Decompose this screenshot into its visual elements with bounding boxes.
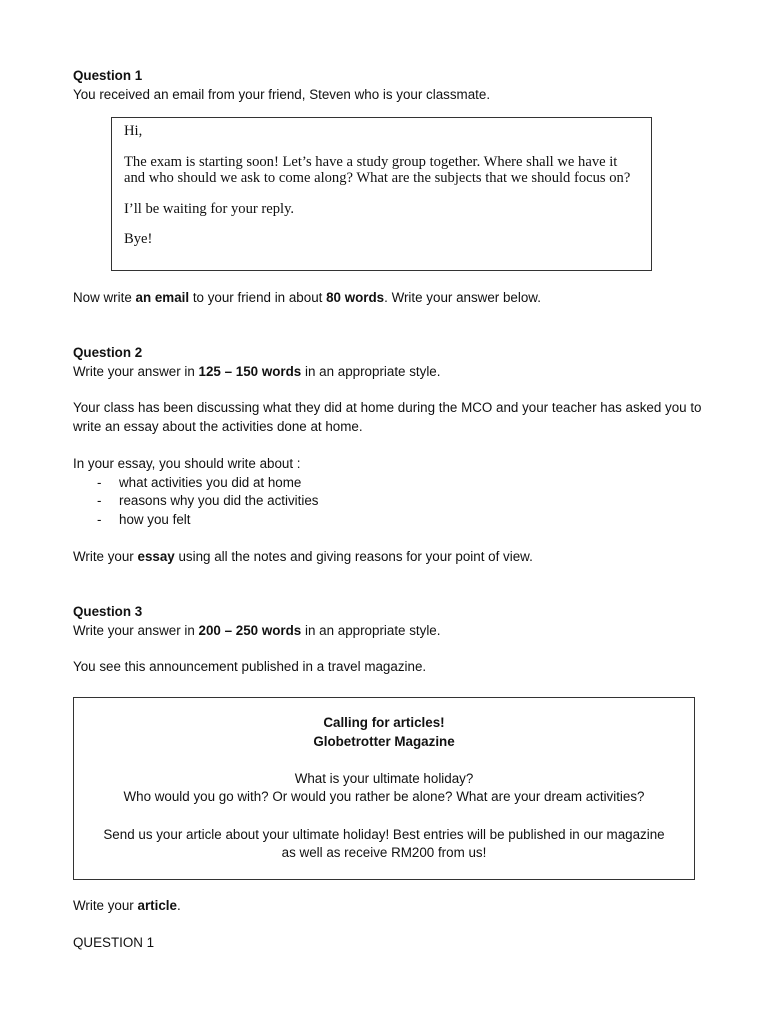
question-2-context bbox=[73, 399, 723, 436]
announcement-box bbox=[73, 697, 695, 880]
task-text: using all the notes and giving reasons for your point of view. bbox=[174, 549, 533, 564]
task-text: Now write bbox=[73, 290, 136, 305]
question-3-section bbox=[73, 603, 713, 640]
instruction-text: in an appropriate style. bbox=[301, 622, 441, 638]
announcement-title: Calling for articles! bbox=[323, 715, 445, 730]
magazine-name: Globetrotter Magazine bbox=[313, 733, 455, 749]
question-1-task bbox=[73, 289, 713, 308]
question-2-task bbox=[73, 548, 713, 567]
email-greeting: Hi, bbox=[124, 123, 143, 139]
question-3-task bbox=[73, 897, 713, 916]
instruction-text: Write your answer in bbox=[73, 622, 199, 638]
list-item: - reasons why you did the activities bbox=[97, 492, 713, 511]
footer-question-label bbox=[73, 934, 713, 953]
notes-list bbox=[73, 474, 713, 530]
instruction-text: in an appropriate style. bbox=[301, 363, 441, 379]
email-box bbox=[111, 117, 652, 271]
question-2-section bbox=[73, 344, 713, 381]
announcement-line: Send us your article about your ultimate holiday! Best entries will be published in our magazine as well as receive RM200 from us! bbox=[103, 826, 665, 861]
question-1-heading: Question 1 bbox=[73, 68, 143, 83]
question-label: QUESTION 1 bbox=[73, 935, 155, 950]
list-item: - what activities you did at home bbox=[97, 474, 713, 493]
instruction-text: Write your answer in bbox=[73, 363, 199, 379]
notes-intro: In your essay, you should write about : bbox=[73, 456, 301, 471]
question-1-header bbox=[73, 67, 713, 104]
question-3-intro bbox=[73, 658, 713, 677]
word-count: 80 words bbox=[326, 290, 385, 305]
question-1-intro: You received an email from your friend, Steven who is your classmate. bbox=[73, 86, 491, 102]
question-3-heading: Question 3 bbox=[73, 604, 143, 619]
task-text: Write your bbox=[73, 898, 138, 913]
task-text: Write your bbox=[73, 549, 138, 564]
announcement-intro: You see this announcement published in a travel magazine. bbox=[73, 659, 427, 674]
task-emphasis: an email bbox=[135, 290, 190, 305]
question-2-notes bbox=[73, 455, 713, 529]
word-count: 125 – 150 words bbox=[198, 363, 302, 379]
question-2-paragraph: Your class has been discussing what they did at home during the MCO and your teacher has asked you to write an essay about the activities done at home. bbox=[73, 400, 702, 434]
email-body: The exam is starting soon! Let’s have a study group together. Where shall we have it and who should we ask to come along? What are the subjects that we should focus on? bbox=[124, 153, 631, 187]
task-text: . bbox=[176, 898, 181, 913]
announcement-line: What is your ultimate holiday? bbox=[294, 770, 474, 786]
task-emphasis: article bbox=[137, 898, 177, 913]
task-emphasis: essay bbox=[137, 549, 175, 564]
question-2-heading: Question 2 bbox=[73, 345, 143, 360]
list-item: - how you felt bbox=[97, 511, 713, 530]
announcement-line: Who would you go with? Or would you rather be alone? What are your dream activities? bbox=[123, 789, 645, 805]
task-text: to your friend in about bbox=[189, 290, 327, 305]
task-text: . Write your answer below. bbox=[384, 290, 541, 305]
email-waiting: I’ll be waiting for your reply. bbox=[124, 200, 295, 217]
word-count: 200 – 250 words bbox=[198, 622, 302, 638]
email-signoff: Bye! bbox=[124, 231, 153, 248]
